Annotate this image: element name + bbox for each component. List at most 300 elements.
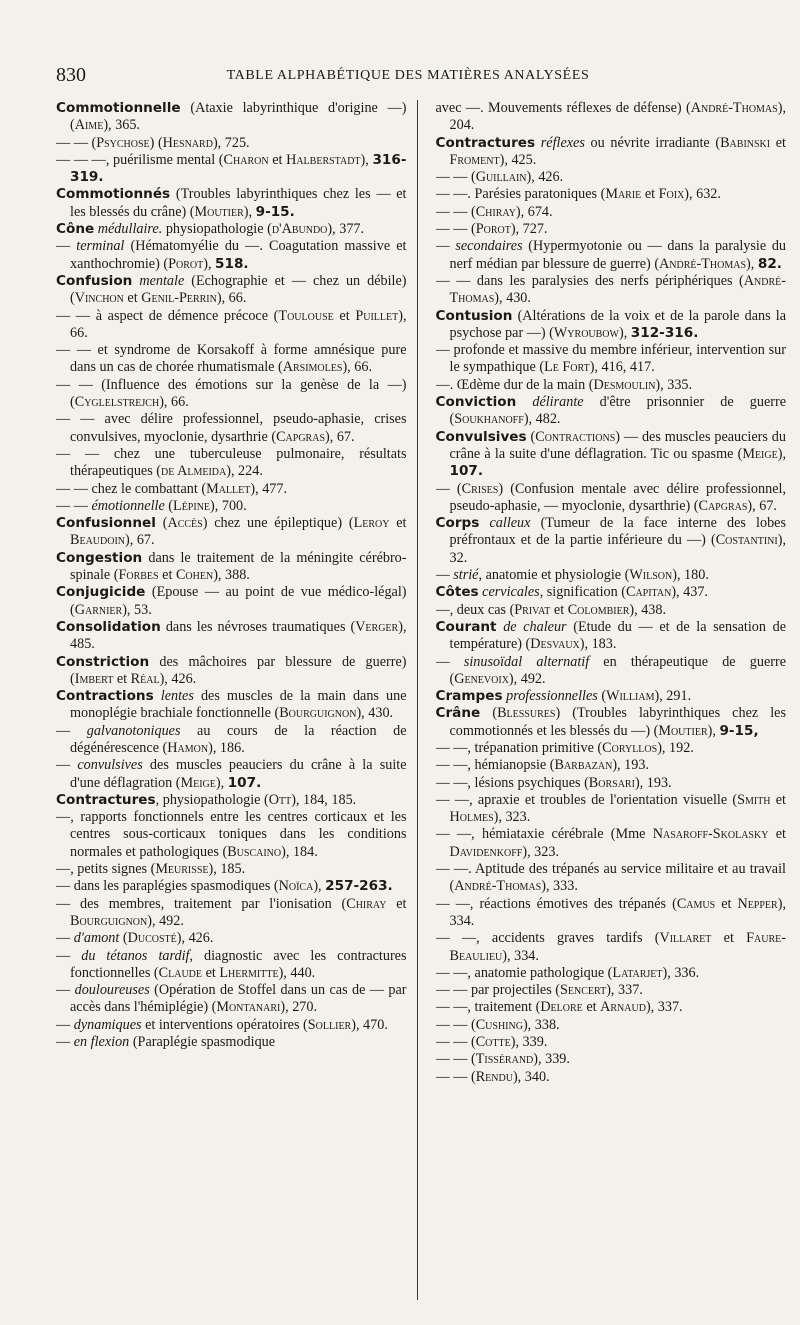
entry-text: des muscles peauciers du crâne à la suite d'une déflagration ( bbox=[70, 757, 407, 791]
entry-author: Meige bbox=[180, 774, 216, 791]
entry-text: ), 727. bbox=[510, 221, 548, 238]
entry-author: Desmoulin bbox=[593, 376, 656, 393]
entry-text: ( bbox=[155, 515, 168, 532]
entry-text: et bbox=[268, 151, 287, 168]
entry-text: — —, réactions émotives des trépanés ( bbox=[435, 895, 677, 912]
entry-text: — —, lésions psychiques ( bbox=[435, 774, 589, 791]
entry-text: ( bbox=[526, 428, 536, 445]
entry-author: Borsari bbox=[588, 774, 635, 791]
entry-text: — bbox=[435, 238, 456, 255]
entry-author: Bourguignon bbox=[279, 705, 357, 722]
entry-author: Lhermitte bbox=[219, 964, 279, 981]
entry-text: ), 674. bbox=[515, 203, 553, 220]
entry-text: des mâchoires par blessure de guerre) ( bbox=[70, 653, 407, 687]
entry-page-ref: 316-319. bbox=[70, 151, 407, 186]
entry-author: Camus bbox=[676, 895, 716, 912]
index-entry bbox=[56, 757, 407, 792]
index-entry bbox=[436, 238, 787, 273]
entry-headword: Conviction bbox=[435, 394, 517, 411]
entry-author: Smith bbox=[737, 791, 771, 808]
entry-headword: Cône bbox=[56, 221, 95, 238]
entry-text: avec —. Mouvements réflexes de défense) ( bbox=[435, 100, 691, 116]
entry-text: , diagnostic avec les contractures fonctionnelles ( bbox=[70, 947, 407, 981]
entry-text: — — ( bbox=[435, 1034, 476, 1051]
index-entry bbox=[436, 602, 787, 619]
entry-text: et bbox=[333, 307, 356, 324]
entry-text: ), 335. bbox=[655, 376, 693, 393]
entry-text: — —, trépanation primitive ( bbox=[435, 739, 603, 756]
entry-text: et bbox=[715, 895, 738, 912]
entry-text: ), 339. bbox=[533, 1051, 570, 1068]
entry-text: ), 426. bbox=[176, 930, 214, 947]
entry-text: ), 193. bbox=[634, 774, 672, 791]
entry-text: ), 53. bbox=[122, 601, 152, 618]
entry-author: Davidenkoff bbox=[449, 843, 523, 860]
index-entry bbox=[56, 152, 407, 187]
entry-author: Accès bbox=[167, 515, 203, 532]
entry-author: Wyroubow bbox=[553, 324, 619, 341]
entry-text: ( bbox=[597, 688, 607, 705]
running-header bbox=[56, 64, 760, 88]
entry-page-ref: 9-15, bbox=[719, 722, 759, 739]
entry-text: et bbox=[770, 791, 786, 808]
entry-text: ), 185. bbox=[208, 861, 246, 878]
entry-text: ), 425. bbox=[499, 151, 537, 168]
index-entry bbox=[436, 169, 787, 186]
entry-text: ), 430. bbox=[356, 705, 394, 722]
entry-text: et bbox=[770, 134, 786, 151]
entry-author: Porot bbox=[168, 255, 204, 272]
index-entry bbox=[436, 135, 787, 170]
right-column bbox=[436, 100, 787, 1300]
entry-text: ), 291. bbox=[654, 688, 692, 705]
entry-text: (Hématomyélie du —. Coagutation massive et xanthochromie) ( bbox=[70, 238, 407, 272]
entry-text: ou névrite irradiante ( bbox=[584, 134, 721, 151]
entry-text: — —, hémiataxie cérébrale (Mme bbox=[435, 826, 653, 843]
entry-author: Lépine bbox=[173, 497, 211, 514]
entry-text: ), 270. bbox=[280, 999, 318, 1016]
entry-text: ), 482. bbox=[523, 411, 561, 428]
entry-text: — bbox=[56, 947, 82, 964]
index-entry bbox=[436, 567, 787, 584]
entry-text: ), bbox=[746, 255, 758, 272]
entry-text: (Altérations de la voix et de la parole dans la psychose par —) ( bbox=[449, 307, 786, 341]
entry-author: Psychose bbox=[96, 134, 150, 151]
entry-text: — — ( bbox=[435, 221, 476, 238]
entry-text: — bbox=[56, 757, 78, 774]
entry-qualifier: lentes bbox=[160, 688, 194, 705]
index-entry bbox=[436, 394, 787, 429]
entry-text: — —, hémianopsie ( bbox=[435, 757, 555, 774]
entry-text: — — —, puérilisme mental ( bbox=[56, 151, 224, 168]
entry-author: Faure-Beaulieu bbox=[449, 930, 786, 964]
entry-text: et bbox=[641, 186, 659, 203]
entry-author: Vinchon bbox=[74, 290, 124, 307]
index-entry bbox=[436, 1069, 787, 1086]
entry-text: — — ( bbox=[435, 1051, 476, 1068]
index-entry bbox=[436, 982, 787, 999]
entry-author: Babinski bbox=[720, 134, 771, 151]
entry-text: ) chez une épileptique) ( bbox=[202, 515, 354, 532]
entry-author: Sollier bbox=[307, 1016, 352, 1033]
index-entry bbox=[56, 948, 407, 983]
entry-text: ), 337. bbox=[606, 982, 643, 999]
entry-text: (Ataxie labyrinthique d'origine —) ( bbox=[70, 100, 407, 134]
index-entry bbox=[436, 273, 787, 308]
entry-author: Foix bbox=[658, 186, 685, 203]
entry-text: — — ( bbox=[435, 1016, 476, 1033]
entry-headword: Congestion bbox=[56, 549, 143, 566]
entry-text: ), 430. bbox=[494, 290, 531, 307]
entry-headword: Contractures bbox=[435, 134, 536, 151]
entry-text: ), 340. bbox=[512, 1068, 550, 1085]
entry-author: Latarjet bbox=[612, 964, 663, 981]
entry-author: Cushing bbox=[475, 1016, 523, 1033]
entry-text: ), bbox=[360, 151, 373, 168]
entry-text: ), 66. bbox=[342, 359, 372, 376]
entry-author: Meige bbox=[742, 445, 778, 462]
entry-text: ), 66. bbox=[159, 394, 189, 411]
entry-text: — bbox=[435, 653, 464, 670]
entry-author: d'Abundo bbox=[271, 221, 328, 238]
entry-qualifier: du tétanos tardif bbox=[81, 947, 190, 964]
entry-text: en thérapeutique de guerre ( bbox=[449, 653, 786, 687]
entry-text: — bbox=[56, 1016, 74, 1033]
entry-author: Halberstadt bbox=[286, 151, 361, 168]
index-entry bbox=[436, 930, 787, 965]
entry-author: André-Thomas bbox=[659, 255, 747, 272]
index-entry bbox=[56, 273, 407, 308]
entry-qualifier: de chaleur bbox=[503, 618, 567, 635]
index-entry bbox=[56, 878, 407, 895]
index-entry bbox=[56, 377, 407, 412]
entry-author: Arnaud bbox=[600, 999, 646, 1016]
index-entry bbox=[436, 584, 787, 601]
entry-text: — bbox=[56, 722, 87, 739]
entry-text: ( bbox=[480, 705, 498, 722]
entry-headword: Contractions bbox=[56, 688, 154, 705]
index-entry bbox=[436, 740, 787, 757]
index-entry bbox=[56, 688, 407, 723]
entry-author: Wilson bbox=[629, 567, 673, 584]
entry-author: Marie bbox=[605, 186, 642, 203]
entry-qualifier: réflexes bbox=[540, 134, 585, 151]
entry-author: Nepper bbox=[737, 895, 778, 912]
entry-text: ), 365. bbox=[103, 117, 140, 134]
entry-headword: Crampes bbox=[435, 688, 503, 705]
entry-qualifier: convulsives bbox=[77, 757, 143, 774]
index-entry bbox=[56, 100, 407, 135]
entry-author: Blessures bbox=[497, 705, 556, 722]
entry-text: — bbox=[435, 567, 454, 584]
entry-author: Puillet bbox=[355, 307, 399, 324]
entry-author: Garnier bbox=[74, 601, 123, 618]
index-entry bbox=[436, 515, 787, 567]
entry-text: — — chez le combattant ( bbox=[56, 480, 207, 497]
entry-text: au cours de la réaction de dégénérescence ( bbox=[70, 722, 407, 756]
entry-text: et bbox=[202, 964, 220, 981]
entry-author: Villaret bbox=[659, 930, 712, 947]
entry-author: Tissérand bbox=[475, 1051, 534, 1068]
index-entry bbox=[56, 809, 407, 861]
index-entry bbox=[436, 688, 787, 705]
entry-page-ref: 107. bbox=[227, 774, 262, 791]
entry-page-ref: 312-316. bbox=[630, 324, 699, 341]
entry-page-ref: 82. bbox=[757, 255, 782, 272]
index-entry bbox=[56, 221, 407, 238]
entry-text: physiopathologie ( bbox=[162, 221, 272, 238]
entry-text: — profonde et massive du membre inférieur, intervention sur le sympathique ( bbox=[435, 342, 786, 376]
index-entry bbox=[56, 550, 407, 585]
index-entry bbox=[56, 619, 407, 654]
entry-text: (Tumeur de la face interne des lobes préfrontaux et de la partie inférieure du —) ( bbox=[449, 515, 786, 549]
entry-text: ), 339. bbox=[510, 1034, 548, 1051]
entry-author: Bourguignon bbox=[70, 912, 148, 929]
entry-author: André-Thomas bbox=[454, 878, 542, 895]
index-entry bbox=[436, 481, 787, 516]
entry-text: (Epouse — au point de vue médico-légal) ( bbox=[70, 584, 407, 618]
entry-author: William bbox=[606, 688, 655, 705]
entry-text: —, rapports fonctionnels entre les centres corticaux et les centres sous-corticaux toniques dans les conditions normales et pathologiques ( bbox=[56, 809, 407, 860]
entry-text: — — et syndrome de Korsakoff à forme amnésique pure dans un cas de chorée rhumatismale ( bbox=[56, 342, 407, 376]
entry-qualifier: dynamiques bbox=[73, 1016, 142, 1033]
entry-author: Cyglelstrejch bbox=[74, 394, 160, 411]
entry-author: Contractions bbox=[535, 428, 616, 445]
entry-headword: Commotionnés bbox=[56, 186, 171, 203]
entry-author: Buscaino bbox=[227, 843, 282, 860]
entry-text: — — ( bbox=[435, 203, 476, 220]
entry-author: Sencert bbox=[560, 982, 607, 999]
entry-text bbox=[154, 688, 161, 704]
entry-text: dans le traitement de la méningite cérébro-spinale ( bbox=[70, 549, 407, 584]
entry-author: Genil-Perrin bbox=[141, 290, 217, 307]
entry-author: Nasaroff-Skolasky bbox=[652, 826, 769, 843]
index-entry bbox=[436, 861, 787, 896]
entry-text bbox=[516, 394, 532, 410]
index-entry bbox=[56, 186, 407, 221]
entry-text: ), bbox=[215, 774, 228, 791]
entry-author: Charon bbox=[223, 151, 269, 168]
entry-text: ), bbox=[313, 878, 326, 895]
index-entry bbox=[56, 982, 407, 1017]
entry-text: d'être prisonnier de guerre ( bbox=[449, 394, 786, 428]
running-title: TABLE ALPHABÉTIQUE DES MATIÈRES ANALYSÉES bbox=[226, 68, 590, 83]
entry-text: et bbox=[711, 930, 747, 947]
entry-author: Le Fort bbox=[544, 359, 590, 376]
index-entry bbox=[436, 826, 787, 861]
entry-text: — des membres, traitement par l'ionisation ( bbox=[56, 895, 347, 912]
entry-author: Arsimoles bbox=[282, 359, 343, 376]
entry-author: André-Thomas bbox=[690, 100, 778, 116]
index-entry bbox=[436, 999, 787, 1016]
entry-text: ), 492. bbox=[508, 670, 546, 687]
entry-text: et bbox=[386, 895, 407, 912]
index-entry bbox=[436, 1051, 787, 1068]
entry-author: Desvaux bbox=[530, 636, 580, 653]
entry-author: Imbert bbox=[74, 670, 114, 687]
entry-text: ), 66. bbox=[70, 307, 407, 341]
entry-text: ), bbox=[618, 324, 631, 341]
index-entry bbox=[436, 757, 787, 774]
entry-author: Capgras bbox=[698, 497, 748, 514]
entry-text: ), 338. bbox=[522, 1016, 560, 1033]
index-entry bbox=[56, 896, 407, 931]
entry-headword: Conjugicide bbox=[56, 584, 146, 601]
entry-text: ), 224. bbox=[226, 463, 263, 480]
entry-page-ref: 518. bbox=[215, 255, 249, 272]
entry-text: ) — des muscles peauciers du crâne à la suite d'une déflagration. Tic ou spasme ( bbox=[449, 428, 786, 462]
entry-text: ), 437. bbox=[671, 584, 708, 601]
entry-author: Leroy bbox=[353, 515, 390, 532]
entry-headword: Constriction bbox=[56, 653, 150, 670]
entry-text: , physiopathologie ( bbox=[155, 791, 269, 808]
entry-text bbox=[479, 515, 489, 531]
entry-headword: Courant bbox=[435, 618, 497, 635]
entry-text: — —, accidents graves tardifs ( bbox=[435, 930, 660, 947]
entry-headword: Corps bbox=[435, 515, 480, 532]
index-entry bbox=[436, 896, 787, 931]
entry-text: ), 485. bbox=[70, 618, 407, 653]
entry-author: Claude bbox=[158, 964, 203, 981]
entry-text: ) (Troubles labyrinthiques chez les commotionnés et les blessés du —) ( bbox=[449, 705, 786, 739]
entry-text: ), 416, 417. bbox=[589, 359, 655, 376]
entry-text: dans les névroses traumatiques ( bbox=[160, 618, 356, 635]
entry-author: Privat bbox=[514, 601, 551, 618]
page-number: 830 bbox=[56, 64, 86, 86]
entry-text: et bbox=[389, 515, 407, 532]
entry-text: ), 183. bbox=[579, 636, 617, 653]
index-entry bbox=[56, 792, 407, 809]
entry-author: Soukhanoff bbox=[454, 411, 524, 428]
index-entry bbox=[436, 654, 787, 689]
entry-author: Genevoix bbox=[454, 670, 509, 687]
entry-text: ), 426. bbox=[526, 169, 564, 186]
entry-text: ), 477. bbox=[250, 480, 288, 497]
entry-text: — —. Parésies paratoniques ( bbox=[435, 186, 606, 203]
entry-text: ), 336. bbox=[662, 964, 700, 981]
entry-text: ), 426. bbox=[159, 670, 197, 687]
entry-qualifier: sinusoïdal alternatif bbox=[463, 653, 590, 670]
entry-author: Cohen bbox=[175, 567, 214, 584]
entry-text: ), bbox=[777, 445, 786, 462]
entry-qualifier: émotionnelle bbox=[91, 497, 165, 514]
index-entry bbox=[56, 411, 407, 446]
index-entry bbox=[56, 1034, 407, 1051]
entry-author: Chiray bbox=[346, 895, 387, 912]
entry-text: — —, anatomie pathologique ( bbox=[435, 964, 613, 981]
entry-text: ), 66. bbox=[216, 290, 247, 307]
entry-text: ( bbox=[119, 930, 128, 947]
entry-text: —. Œdème dur de la main ( bbox=[435, 376, 594, 393]
entry-author: Forbes bbox=[118, 567, 159, 584]
entry-author: Montanari bbox=[216, 999, 281, 1016]
entry-text: — dans les paraplégies spasmodiques ( bbox=[56, 878, 279, 895]
entry-headword: Contractures bbox=[56, 791, 156, 808]
entry-text: ), 470. bbox=[351, 1016, 388, 1033]
entry-text: — — avec délire professionnel, pseudo-aphasie, crises convulsives, myoclonie, dysarthrie ( bbox=[56, 411, 407, 445]
entry-text: ), 632. bbox=[684, 186, 721, 203]
entry-text: (Etude du — et de la sensation de température) ( bbox=[449, 618, 786, 653]
index-entry bbox=[56, 584, 407, 619]
index-entry bbox=[436, 1017, 787, 1034]
index-entry bbox=[56, 1017, 407, 1034]
entry-text: — — par projectiles ( bbox=[435, 982, 560, 999]
entry-text: — — (Influence des émotions sur la genèse de la —) ( bbox=[56, 376, 407, 411]
index-entry bbox=[436, 965, 787, 982]
entry-author: Meurisse bbox=[155, 861, 209, 878]
entry-qualifier: galvanotoniques bbox=[86, 722, 181, 739]
entry-author: Moutier bbox=[658, 722, 708, 739]
entry-author: Holmes bbox=[449, 809, 494, 826]
entry-text: ) ( bbox=[149, 134, 163, 151]
entry-text: (Hypermyotonie ou — dans la paralysie du nerf médian par blessure de guerre) ( bbox=[449, 238, 786, 272]
index-entry bbox=[436, 429, 787, 481]
entry-text: — — à aspect de démence précoce ( bbox=[56, 307, 279, 324]
entry-headword: Confusion bbox=[56, 272, 133, 289]
entry-qualifier: terminal bbox=[76, 238, 125, 255]
entry-page-ref: 9-15. bbox=[255, 203, 295, 220]
entry-qualifier: strié bbox=[453, 567, 479, 584]
entry-text: — bbox=[56, 930, 74, 947]
entry-text: et bbox=[113, 670, 131, 687]
entry-text: ), 323. bbox=[493, 809, 531, 826]
entry-qualifier: médullaire. bbox=[97, 221, 163, 238]
entry-author: Toulouse bbox=[278, 307, 334, 324]
entry-text: des muscles de la main dans une monoplégie brachiale fonctionnelle ( bbox=[70, 688, 407, 722]
index-entry bbox=[56, 515, 407, 550]
index-entry bbox=[56, 861, 407, 878]
entry-text: et bbox=[550, 601, 568, 618]
index-entry bbox=[436, 775, 787, 792]
entry-text: — bbox=[56, 982, 75, 999]
entry-text: ), 180. bbox=[672, 567, 709, 584]
index-entry bbox=[436, 221, 787, 238]
entry-text: ), 192. bbox=[657, 739, 694, 756]
entry-qualifier: cervicales bbox=[482, 584, 540, 601]
entry-text: —, deux cas ( bbox=[435, 601, 515, 618]
index-entry bbox=[436, 792, 787, 827]
entry-text: — — bbox=[56, 497, 92, 514]
index-columns bbox=[56, 100, 786, 1300]
entry-text: ), 67. bbox=[125, 532, 155, 549]
left-column bbox=[56, 100, 418, 1300]
entry-qualifier: secondaires bbox=[455, 238, 523, 255]
entry-text: , anatomie et physiologie ( bbox=[478, 567, 630, 584]
entry-headword: Confusionnel bbox=[56, 515, 156, 532]
entry-author: Ott bbox=[268, 791, 292, 808]
entry-text: —, petits signes ( bbox=[56, 861, 156, 878]
index-entry bbox=[436, 100, 787, 135]
entry-text: — — ( bbox=[435, 169, 476, 186]
entry-headword: Contusion bbox=[435, 307, 513, 324]
index-entry bbox=[56, 723, 407, 758]
entry-author: Guillain bbox=[475, 169, 527, 186]
entry-text: ), bbox=[243, 203, 256, 220]
entry-qualifier: en flexion bbox=[73, 1034, 130, 1051]
index-entry bbox=[56, 481, 407, 498]
index-entry bbox=[436, 619, 787, 654]
entry-text: ), 440. bbox=[278, 964, 316, 981]
entry-text: , signification ( bbox=[539, 584, 626, 601]
entry-headword: Commotionnelle bbox=[56, 100, 181, 116]
entry-text: ), 700. bbox=[210, 497, 247, 514]
entry-author: Froment bbox=[449, 151, 500, 168]
entry-text: ), 32. bbox=[449, 532, 786, 566]
entry-author: Porot bbox=[475, 221, 511, 238]
entry-author: Ducosté bbox=[127, 930, 177, 947]
entry-text: et bbox=[123, 290, 142, 307]
entry-text: et interventions opératoires ( bbox=[141, 1016, 308, 1033]
